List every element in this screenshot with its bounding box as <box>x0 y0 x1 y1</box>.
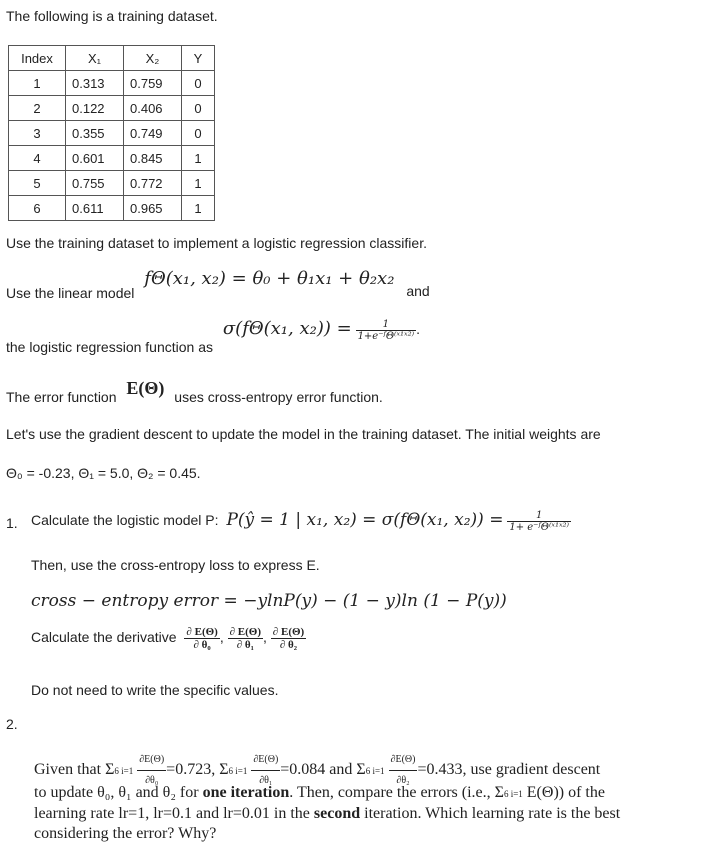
error-function-line <box>6 378 383 405</box>
cell-x2: 0.749 <box>124 121 182 146</box>
header-y: Y <box>182 46 215 71</box>
cell-y: 0 <box>182 96 215 121</box>
comma: , <box>263 629 267 646</box>
cell-index: 4 <box>9 146 66 171</box>
table-row <box>9 171 215 196</box>
cell-y: 0 <box>182 71 215 96</box>
cell-x1: 0.122 <box>66 96 124 121</box>
linear-model-label: Use the linear model <box>6 285 135 301</box>
q2-line3-c: iteration. Which learning rate is the best <box>360 805 621 822</box>
q1-formula: P(ŷ = 1 | x₁, x₂) = σ(fΘ(x₁, x₂)) = <box>226 510 504 531</box>
q2-sum-range: 6 i=1 <box>228 766 248 777</box>
intro-text: The following is a training dataset. <box>6 8 218 24</box>
q2-given: Given that Σ <box>34 761 115 779</box>
q2-value0: =0.723, Σ <box>166 761 229 779</box>
cell-x2: 0.845 <box>124 146 182 171</box>
q2-line4: considering the error? Why? <box>34 825 217 842</box>
pd2-numerator: ∂E(Θ) <box>389 750 418 771</box>
d0-denominator: ∂ θ₀ <box>193 639 211 651</box>
q2-line2 <box>34 783 605 804</box>
table-row <box>9 121 215 146</box>
cell-x2: 0.406 <box>124 96 182 121</box>
header-x2: X₂ <box>124 46 182 71</box>
cell-x1: 0.601 <box>66 146 124 171</box>
q2-one-iteration: one iteration <box>202 784 290 801</box>
q2-line2-a: to update θ₀, θ₁ and θ₂ for <box>34 784 203 801</box>
d2-numerator: ∂ E(Θ) <box>272 626 305 638</box>
cell-x1: 0.313 <box>66 71 124 96</box>
q1-number: 1. <box>6 515 18 531</box>
derivative-line <box>31 626 306 651</box>
q2-line2-d: E(Θ)) of the <box>526 784 605 801</box>
linear-model-formula: fΘ(x₁, x₂) = θ₀ + θ₁x₁ + θ₂x₂ <box>144 268 395 289</box>
cell-y: 0 <box>182 121 215 146</box>
q1-frac-numerator: 1 <box>507 510 571 522</box>
pd1-denominator: ∂θ₁ <box>259 775 273 786</box>
table-row <box>9 196 215 221</box>
table-row <box>9 146 215 171</box>
cell-index: 2 <box>9 96 66 121</box>
pd0-denominator: ∂θ₀ <box>145 775 159 786</box>
cell-y: 1 <box>182 171 215 196</box>
and-text: and <box>406 283 430 299</box>
table-row <box>9 71 215 96</box>
cell-x1: 0.355 <box>66 121 124 146</box>
cell-index: 3 <box>9 121 66 146</box>
cross-entropy-formula: cross − entropy error = −ylnP(y) − (1 − y)ln (1 − P(y)) <box>31 591 507 611</box>
derivative-label: Calculate the derivative <box>31 629 177 646</box>
header-x1: X₁ <box>66 46 124 71</box>
error-label: The error function <box>6 389 117 405</box>
comma: , <box>219 629 224 646</box>
cell-y: 1 <box>182 146 215 171</box>
sigma-fraction <box>356 319 417 342</box>
sigma-lhs: σ(fΘ(x₁, x₂)) = <box>222 318 352 339</box>
derivative-theta0 <box>184 626 219 651</box>
derivative-theta1 <box>228 626 263 651</box>
linear-model-line <box>6 268 430 301</box>
q1-fraction <box>507 510 571 533</box>
header-index: Index <box>9 46 66 71</box>
pd2-denominator: ∂θ₂ <box>396 775 410 786</box>
q1-no-values-text: Do not need to write the specific values. <box>31 682 279 698</box>
table-header-row <box>9 46 215 71</box>
cell-x2: 0.965 <box>124 196 182 221</box>
use-dataset-text: Use the training dataset to implement a logistic regression classifier. <box>6 235 427 251</box>
cell-x1: 0.755 <box>66 171 124 196</box>
q2-sum-range: 6 i=1 <box>503 789 523 799</box>
pd0-numerator: ∂E(Θ) <box>137 750 166 771</box>
d0-numerator: ∂ E(Θ) <box>186 626 218 638</box>
logistic-line <box>6 318 420 355</box>
error-symbol: E(Θ) <box>126 378 165 398</box>
pd1-numerator: ∂E(Θ) <box>251 750 280 771</box>
q2-line3 <box>34 804 620 824</box>
q2-line2-c: . Then, compare the errors (i.e., Σ <box>289 784 504 801</box>
q2-value1: =0.084 and Σ <box>280 761 366 779</box>
q1-frac-denominator: 1+ e⁻ᶠΘ⁽ˣ¹ˣ²⁾ <box>509 522 570 533</box>
error-desc: uses cross-entropy error function. <box>174 389 383 405</box>
cell-x2: 0.772 <box>124 171 182 196</box>
q2-line3-a: learning rate lr=1, lr=0.1 and lr=0.01 in the <box>34 805 314 822</box>
d1-denominator: ∂ θ₁ <box>236 639 254 651</box>
sigma-tail: . <box>416 321 420 337</box>
training-dataset-table <box>8 45 215 221</box>
cell-index: 5 <box>9 171 66 196</box>
cell-y: 1 <box>182 196 215 221</box>
sigma-numerator: 1 <box>356 319 417 331</box>
q2-number: 2. <box>6 716 18 732</box>
cell-index: 1 <box>9 71 66 96</box>
cell-index: 6 <box>9 196 66 221</box>
logistic-label: the logistic regression function as <box>6 339 213 355</box>
d1-numerator: ∂ E(Θ) <box>229 626 262 638</box>
q1-logistic-model <box>31 510 571 533</box>
cell-x1: 0.611 <box>66 196 124 221</box>
cell-x2: 0.759 <box>124 71 182 96</box>
sigma-denominator: 1+e⁻ᶠΘ⁽ˣ¹ˣ²⁾ <box>357 330 415 342</box>
q2-sum-range: 6 i=1 <box>114 766 134 777</box>
q1-label: Calculate the logistic model P: <box>31 512 219 529</box>
q2-second: second <box>313 805 361 822</box>
q1-then-text: Then, use the cross-entropy loss to express E. <box>31 557 320 573</box>
initial-weights-text: Θ₀ = -0.23, Θ₁ = 5.0, Θ₂ = 0.45. <box>6 465 201 481</box>
q2-value2: =0.433, use gradient descent <box>417 761 601 779</box>
q2-sum-range: 6 i=1 <box>365 766 385 777</box>
derivative-theta2 <box>271 626 306 651</box>
table-row <box>9 96 215 121</box>
d2-denominator: ∂ θ₂ <box>279 639 298 651</box>
gradient-descent-text: Let's use the gradient descent to update the model in the training dataset. The initial weights are <box>6 426 601 442</box>
